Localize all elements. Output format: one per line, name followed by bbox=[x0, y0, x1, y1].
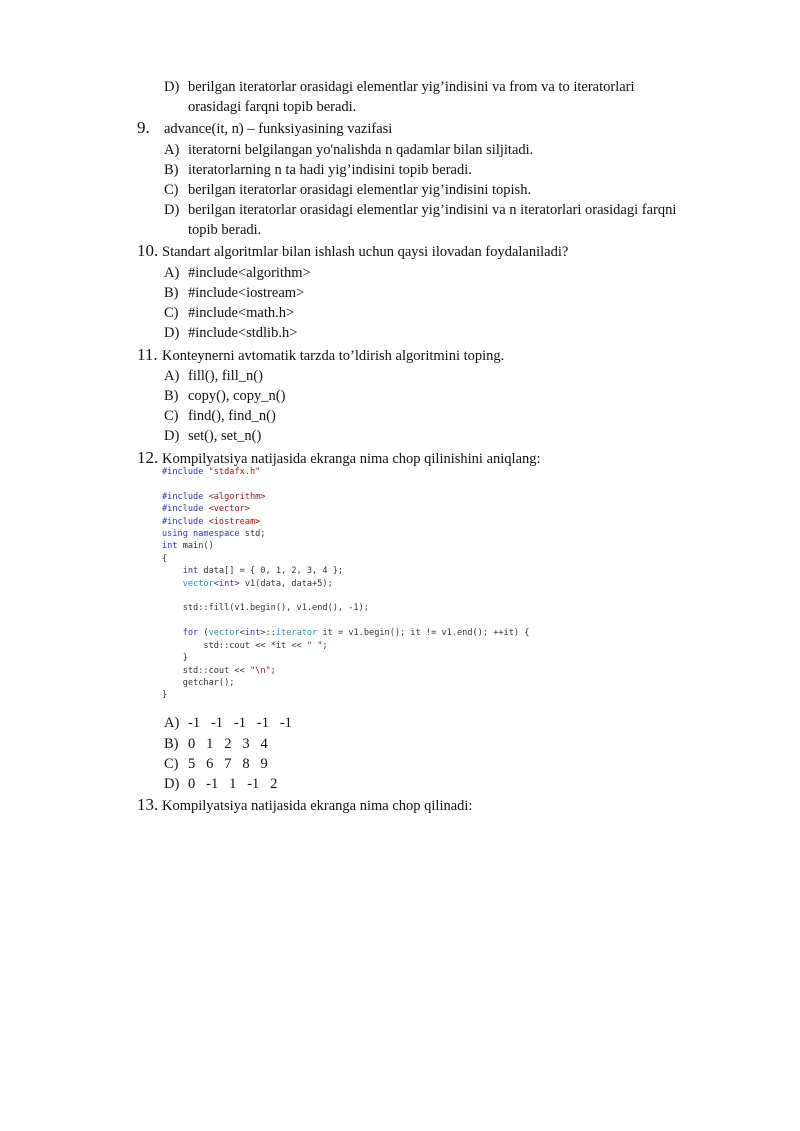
option-letter: B) bbox=[164, 162, 179, 178]
option-text: -1 -1 -1 -1 -1 bbox=[188, 715, 292, 731]
option-text: #include<iostream> bbox=[188, 285, 305, 301]
option-letter: B) bbox=[164, 736, 179, 752]
code-text: ; bbox=[322, 640, 328, 651]
question-text: Kompilyatsiya natijasida ekranga nima chop qilinishini aniqlang: bbox=[162, 451, 541, 467]
q8-option-d bbox=[164, 78, 635, 96]
option-text: #include<stdlib.h> bbox=[188, 325, 298, 341]
option-letter: D) bbox=[164, 202, 180, 218]
option-text: berilgan iteratorlar orasidagi elementlar yig’indisini va from va to iteratorlari bbox=[188, 79, 635, 95]
question-text: Kompilyatsiya natijasida ekranga nima chop qilinadi: bbox=[162, 798, 473, 814]
code-keyword: #include bbox=[162, 467, 209, 477]
code-line: getchar(); bbox=[162, 677, 235, 688]
q9-option-b bbox=[164, 161, 472, 179]
code-line bbox=[162, 529, 265, 539]
q11-option-a bbox=[164, 367, 263, 385]
q10-option-a bbox=[164, 264, 311, 282]
code-line bbox=[162, 517, 260, 527]
q11-option-d bbox=[164, 427, 261, 445]
option-text: berilgan iteratorlar orasidagi elementlar yig’indisini va n iteratorlari orasidagi farqni bbox=[188, 202, 677, 218]
code-string: " " bbox=[306, 640, 323, 651]
option-letter: C) bbox=[164, 305, 179, 321]
question-number: 10. bbox=[137, 241, 159, 260]
code-line bbox=[162, 504, 250, 514]
code-line bbox=[162, 666, 276, 676]
code-line: } bbox=[162, 653, 188, 664]
q9-option-c bbox=[164, 181, 531, 199]
option-text: #include<algorithm> bbox=[188, 265, 311, 281]
q12-option-a bbox=[164, 714, 292, 732]
code-line bbox=[162, 641, 328, 651]
code-text: data[] = { 0, 1, 2, 3, 4 }; bbox=[198, 566, 344, 577]
code-line: } bbox=[162, 690, 168, 701]
code-line: { bbox=[162, 553, 168, 564]
code-text: < bbox=[239, 628, 245, 639]
code-keyword: int bbox=[244, 628, 261, 639]
option-letter: B) bbox=[164, 285, 179, 301]
option-text: iteratorlarning n ta hadi yig’indisini topib beradi. bbox=[188, 162, 472, 178]
code-line bbox=[162, 628, 529, 638]
option-letter: D) bbox=[164, 79, 180, 95]
q12-option-c bbox=[164, 755, 268, 773]
q11-option-c bbox=[164, 407, 276, 425]
q8-option-d-continued: orasidagi farqni topib beradi. bbox=[188, 99, 357, 115]
code-string: <algorithm> bbox=[208, 491, 266, 502]
code-keyword: using namespace bbox=[162, 529, 240, 540]
q9-option-a bbox=[164, 141, 533, 159]
option-letter: D) bbox=[164, 776, 180, 792]
code-text: ( bbox=[198, 628, 209, 639]
option-text: copy(), copy_n() bbox=[188, 388, 286, 404]
question-number: 13. bbox=[137, 795, 159, 814]
code-type: vector bbox=[208, 628, 240, 639]
code-text: std::cout << bbox=[162, 665, 250, 676]
option-text: fill(), fill_n() bbox=[188, 368, 263, 384]
code-keyword: #include bbox=[162, 491, 209, 502]
question-number: 9. bbox=[137, 118, 150, 137]
q11-option-b bbox=[164, 387, 285, 405]
option-letter: A) bbox=[164, 265, 180, 281]
code-snippet bbox=[162, 466, 562, 702]
code-line bbox=[162, 566, 343, 576]
code-keyword: #include bbox=[162, 516, 209, 527]
option-letter: D) bbox=[164, 325, 180, 341]
option-text: set(), set_n() bbox=[188, 428, 262, 444]
code-string: <vector> bbox=[208, 504, 250, 515]
code-type: vector bbox=[162, 578, 214, 589]
code-line: std::fill(v1.begin(), v1.end(), -1); bbox=[162, 603, 369, 614]
option-letter: B) bbox=[164, 388, 179, 404]
code-text: >:: bbox=[260, 628, 276, 639]
option-text: iteratorni belgilangan yo'nalishda n qadamlar bilan siljitadi. bbox=[188, 142, 534, 158]
code-line bbox=[162, 541, 214, 551]
question-number: 12. bbox=[137, 448, 159, 467]
option-letter: C) bbox=[164, 182, 179, 198]
q9-option-d bbox=[164, 201, 676, 219]
option-text: #include<math.h> bbox=[188, 305, 295, 321]
option-text: 0 -1 1 -1 2 bbox=[188, 776, 278, 792]
option-letter: A) bbox=[164, 368, 180, 384]
code-text: ; bbox=[270, 665, 276, 676]
code-keyword: int bbox=[162, 566, 199, 577]
q12-option-b bbox=[164, 735, 268, 753]
option-letter: D) bbox=[164, 428, 180, 444]
code-string: "\n" bbox=[249, 665, 271, 676]
option-letter: C) bbox=[164, 408, 179, 424]
q10-option-b bbox=[164, 284, 304, 302]
option-text: 0 1 2 3 4 bbox=[188, 736, 268, 752]
code-keyword: for bbox=[162, 628, 199, 639]
code-string: "stdafx.h" bbox=[208, 467, 261, 477]
code-text: it = v1.begin(); it != v1.end(); ++it) { bbox=[317, 628, 530, 639]
q9-option-d-continued: topib beradi. bbox=[188, 222, 262, 238]
code-keyword: #include bbox=[162, 504, 209, 515]
code-text: std::cout << *it << bbox=[162, 640, 307, 651]
question-text: advance(it, n) – funksiyasining vazifasi bbox=[164, 121, 393, 137]
code-line bbox=[162, 492, 266, 502]
code-line bbox=[162, 579, 333, 589]
code-text: > v1(data, data+5); bbox=[234, 578, 333, 589]
option-text: 5 6 7 8 9 bbox=[188, 756, 268, 772]
q10-option-c bbox=[164, 304, 294, 322]
code-keyword: int bbox=[162, 541, 178, 552]
option-text: find(), find_n() bbox=[188, 408, 276, 424]
code-text: < bbox=[213, 578, 219, 589]
code-type: iterator bbox=[275, 628, 318, 639]
code-text: std; bbox=[239, 529, 266, 540]
code-string: <iostream> bbox=[208, 516, 261, 527]
code-keyword: int bbox=[218, 578, 235, 589]
code-text: main() bbox=[177, 541, 214, 552]
q12-option-d bbox=[164, 775, 277, 793]
question-text: Standart algoritmlar bilan ishlash uchun qaysi ilovadan foydalaniladi? bbox=[162, 244, 569, 260]
question-number: 11. bbox=[137, 345, 158, 364]
question-text: Konteynerni avtomatik tarzda to’ldirish algoritmini toping. bbox=[162, 348, 505, 364]
option-text: berilgan iteratorlar orasidagi elementlar yig’indisini topish. bbox=[188, 182, 532, 198]
option-letter: A) bbox=[164, 142, 180, 158]
code-line bbox=[162, 467, 260, 477]
option-letter: C) bbox=[164, 756, 179, 772]
q10-option-d bbox=[164, 324, 297, 342]
option-letter: A) bbox=[164, 715, 180, 731]
